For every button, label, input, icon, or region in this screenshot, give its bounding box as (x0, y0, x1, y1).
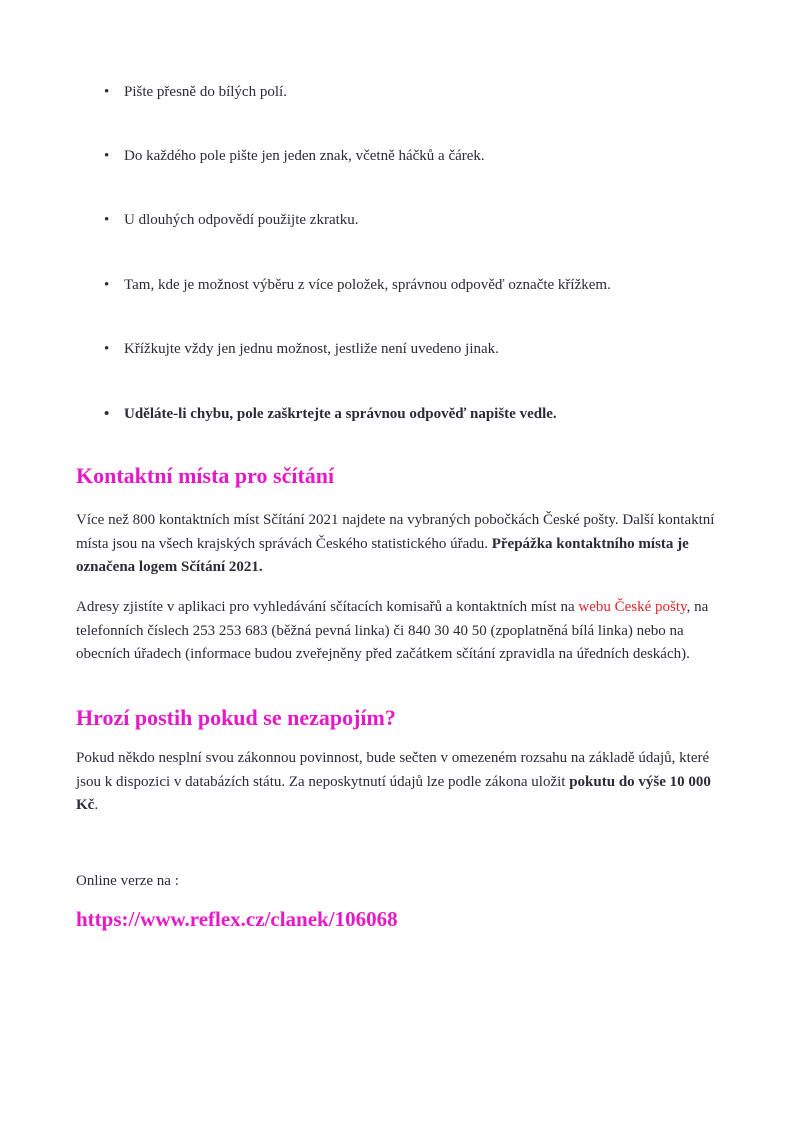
bullet-marker: • (104, 148, 110, 164)
bullet-marker: • (104, 277, 110, 293)
ceska-posta-link[interactable]: webu České pošty (578, 599, 687, 615)
list-item-text: Tam, kde je možnost výběru z více položek, správnou odpověď označte křížkem. (124, 277, 611, 293)
paragraph-text: Více než 800 kontaktních míst Sčítání 2021 najdete na vybraných pobočkách České pošty. Další kontaktní místa jsou na všech krajských správách Českého statistického úřadu. (76, 512, 715, 552)
bullet-marker: • (104, 212, 110, 228)
list-item-text: Pište přesně do bílých polí. (124, 84, 287, 100)
bullet-marker: • (104, 84, 110, 100)
online-version-url-link[interactable]: https://www.reflex.cz/clanek/106068 (76, 907, 398, 931)
paragraph-contact-points (76, 509, 726, 580)
section-heading-contact-points: Kontaktní místa pro sčítání (76, 463, 335, 488)
list-item (104, 275, 611, 295)
paragraph-text: Adresy zjistíte v aplikaci pro vyhledávání sčítacích komisařů a kontaktních míst na (76, 599, 579, 615)
online-version-label: Online verze na : (76, 873, 179, 889)
list-item (104, 339, 499, 359)
list-item-text: Do každého pole pište jen jeden znak, včetně háčků a čárek. (124, 148, 485, 164)
paragraph-text: . (94, 797, 99, 813)
list-item (104, 82, 287, 102)
list-item-text: U dlouhých odpovědí použijte zkratku. (124, 212, 359, 228)
bullet-marker: • (104, 406, 110, 422)
paragraph-penalty (76, 747, 726, 818)
bullet-marker: • (104, 341, 110, 357)
list-item (104, 210, 359, 230)
list-item (104, 146, 485, 166)
paragraph-addresses (76, 596, 726, 667)
list-item (104, 404, 557, 424)
list-item-text: Uděláte-li chybu, pole zaškrtejte a správnou odpověď napište vedle. (124, 406, 557, 422)
paragraph-text: , na telefonních číslech 253 253 683 (běžná pevná linka) či 840 30 40 50 (zpoplatněná bílá linka) nebo na obecních úřadech (informace budou zveřejněny před začátkem sčítání zpravidla na úředních deskách). (76, 599, 709, 662)
paragraph-text: Pokud někdo nesplní svou zákonnou povinnost, bude sečten v omezeném rozsahu na základě údajů, které jsou k dispozici v databázích státu. Za neposkytnutí údajů lze podle zákona uložit (76, 750, 710, 790)
penalty-amount: pokutu do výše 10 000 Kč (76, 773, 711, 813)
section-heading-penalty: Hrozí postih pokud se nezapojím? (76, 705, 396, 730)
paragraph-bold-text: Přepážka kontaktního místa je označena logem Sčítání 2021. (76, 535, 689, 575)
list-item-text: Křížkujte vždy jen jednu možnost, jestliže není uvedeno jinak. (124, 341, 499, 357)
